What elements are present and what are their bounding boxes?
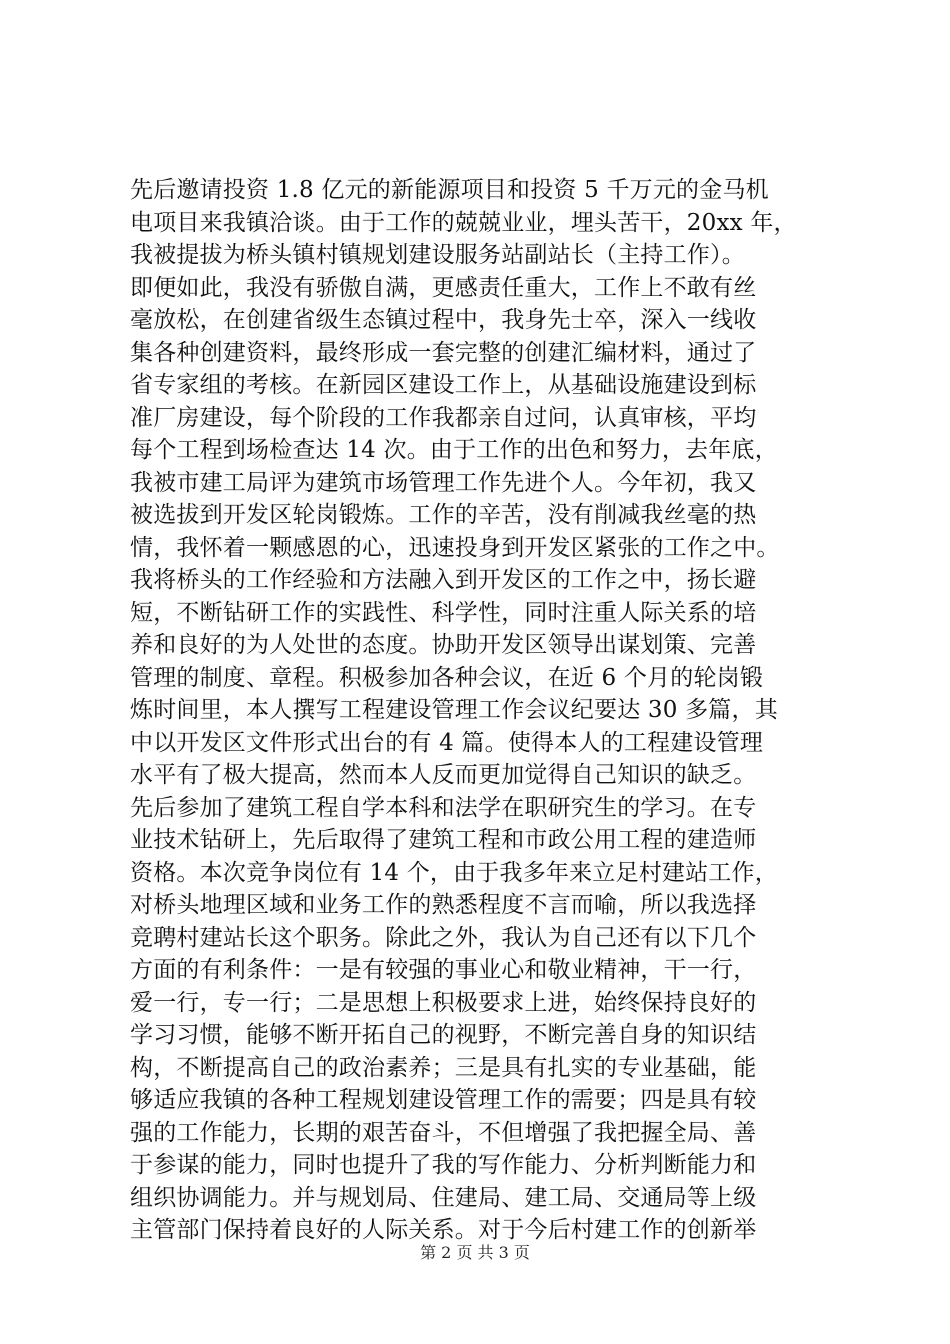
text-line: 先后参加了建筑工程自学本科和法学在职研究生的学习。在专 bbox=[130, 794, 757, 821]
text-line: 竞聘村建站长这个职务。除此之外，我认为自己还有以下几个 bbox=[130, 924, 757, 951]
text-line: 毫放松，在创建省级生态镇过程中，我身先士卒，深入一线收 bbox=[130, 307, 757, 333]
text-line: 于参谋的能力，同时也提升了我的写作能力、分析判断能力和 bbox=[130, 1152, 757, 1178]
text-line: 我将桥头的工作经验和方法融入到开发区的工作之中，扬长避 bbox=[130, 567, 757, 593]
text-line: 被选拔到开发区轮岗锻炼。工作的辛苦，没有削减我丝毫的热 bbox=[130, 502, 757, 528]
text-line: 我被市建工局评为建筑市场管理工作先进个人。今年初，我又 bbox=[130, 469, 757, 496]
text-line: 学习习惯，能够不断开拓自己的视野，不断完善自身的知识结 bbox=[130, 1022, 757, 1048]
text-line: 够适应我镇的各种工程规划建设管理工作的需要；四是具有较 bbox=[130, 1087, 757, 1113]
text-line: 水平有了极大提高，然而本人反而更加觉得自己知识的缺乏。 bbox=[130, 762, 757, 788]
text-line: 管理的制度、章程。积极参加各种会议，在近 6 个月的轮岗锻 bbox=[130, 664, 764, 691]
text-line: 每个工程到场检查达 14 次。由于工作的出色和努力，去年底， bbox=[130, 437, 778, 463]
text-line: 准厂房建设，每个阶段的工作我都亲自过问，认真审核，平均 bbox=[130, 404, 757, 431]
text-line: 炼时间里，本人撰写工程建设管理工作会议纪要达 30 多篇，其 bbox=[130, 697, 778, 723]
text-line: 中以开发区文件形式出台的有 4 篇。使得本人的工程建设管理 bbox=[130, 729, 764, 756]
body-text bbox=[130, 174, 830, 1247]
text-line: 情，我怀着一颗感恩的心，迅速投身到开发区紧张的工作之中。 bbox=[130, 534, 780, 561]
text-line: 强的工作能力，长期的艰苦奋斗，不但增强了我把握全局、善 bbox=[130, 1119, 757, 1146]
text-line: 电项目来我镇洽谈。由于工作的兢兢业业，埋头苦干，20xx 年， bbox=[130, 209, 797, 236]
text-line: 先后邀请投资 1.8 亿元的新能源项目和投资 5 千万元的金马机 bbox=[130, 177, 769, 203]
text-line: 省专家组的考核。在新园区建设工作上，从基础设施建设到标 bbox=[130, 372, 757, 398]
text-line: 方面的有利条件：一是有较强的事业心和敬业精神，干一行， bbox=[130, 957, 757, 983]
text-line: 对桥头地理区域和业务工作的熟悉程度不言而喻，所以我选择 bbox=[130, 892, 757, 918]
text-line: 构，不断提高自己的政治素养；三是具有扎实的专业基础，能 bbox=[130, 1054, 757, 1081]
text-line: 主管部门保持着良好的人际关系。对于今后村建工作的创新举 bbox=[130, 1217, 757, 1243]
text-line: 我被提拔为桥头镇村镇规划建设服务站副站长（主持工作）。 bbox=[130, 242, 745, 268]
text-line: 组织协调能力。并与规划局、住建局、建工局、交通局等上级 bbox=[130, 1184, 757, 1211]
text-line: 集各种创建资料，最终形成一套完整的创建汇编材料，通过了 bbox=[130, 339, 757, 366]
text-line: 资格。本次竞争岗位有 14 个，由于我多年来立足村建站工作， bbox=[130, 859, 778, 886]
text-line: 短，不断钻研工作的实践性、科学性，同时注重人际关系的培 bbox=[130, 599, 757, 626]
text-line: 养和良好的为人处世的态度。协助开发区领导出谋划策、完善 bbox=[130, 632, 757, 658]
text-line: 爱一行，专一行；二是思想上积极要求上进，始终保持良好的 bbox=[130, 989, 757, 1016]
text-line: 业技术钻研上，先后取得了建筑工程和市政公用工程的建造师 bbox=[130, 827, 757, 853]
text-line: 即便如此，我没有骄傲自满，更感责任重大，工作上不敢有丝 bbox=[130, 274, 757, 301]
page-footer: 第 2 页 共 3 页 bbox=[420, 1243, 530, 1262]
